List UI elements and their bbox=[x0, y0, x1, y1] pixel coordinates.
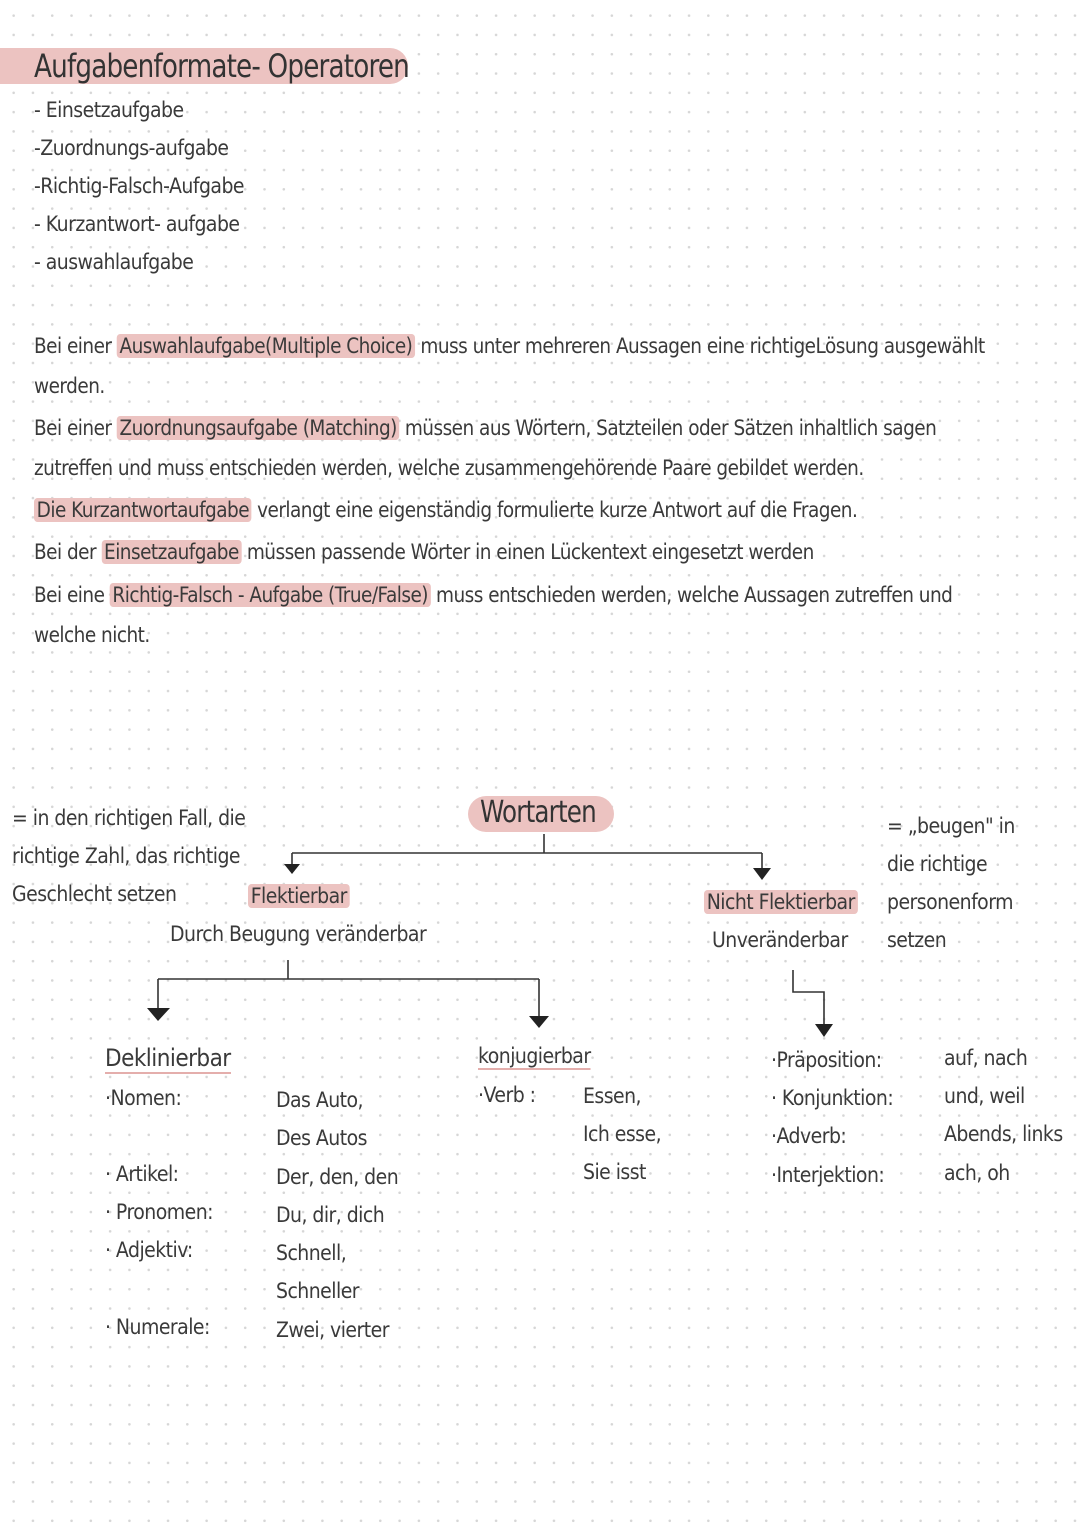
example-text: auf, nach bbox=[944, 1046, 1028, 1070]
right-note-line: setzen bbox=[887, 928, 947, 952]
term-verb: ·Verb : bbox=[478, 1083, 536, 1107]
term-highlight: Die Kurzantwortaufgabe bbox=[34, 498, 252, 522]
example-text: Du, dir, dich bbox=[276, 1203, 385, 1227]
explanation-true-false: Bei eine Richtig-Falsch - Aufgabe (True/False) muss entschieden werden, welche Aussagen zutreffen und welche nicht. bbox=[34, 583, 953, 647]
explanation-short-answer: Die Kurzantwortaufgabe verlangt eine eigenständig formulierte kurze Antwort auf die Fragen. bbox=[34, 490, 1044, 530]
right-note-line: personenform bbox=[887, 890, 1013, 914]
example-text: Das Auto, bbox=[276, 1088, 364, 1112]
example-text: Ich esse, bbox=[583, 1122, 662, 1146]
term-numerale: · Numerale: bbox=[105, 1315, 210, 1339]
arrow-icon bbox=[753, 868, 771, 880]
example-text: Essen, bbox=[583, 1084, 642, 1108]
right-note-line: = „beugen" in bbox=[887, 814, 1015, 838]
flektierbar-desc: Durch Beugung veränderbar bbox=[170, 922, 427, 946]
example-text: und, weil bbox=[944, 1084, 1025, 1108]
left-note-line: richtige Zahl, das richtige bbox=[12, 844, 240, 868]
term-highlight: Zuordnungsaufgabe (Matching) bbox=[117, 416, 400, 440]
example-text: Der, den, den bbox=[276, 1165, 399, 1189]
arrow-icon bbox=[147, 1008, 170, 1021]
example-text: Abends, links bbox=[944, 1122, 1063, 1146]
nicht-flektierbar-label: Nicht Flektierbar bbox=[704, 890, 858, 914]
arrow-icon bbox=[284, 864, 300, 874]
example-text: Zwei, vierter bbox=[276, 1318, 389, 1342]
example-text: Sie isst bbox=[583, 1160, 646, 1184]
arrow-icon bbox=[529, 1016, 549, 1028]
term-interjektion: ·Interjektion: bbox=[771, 1163, 885, 1187]
example-text: Des Autos bbox=[276, 1126, 367, 1150]
flektierbar-label: Flektierbar bbox=[248, 884, 350, 908]
arrow-icon bbox=[815, 1024, 833, 1037]
explanation-cloze: Bei der Einsetzaufgabe müssen passende Wörter in einen Lückentext eingesetzt werden bbox=[34, 540, 814, 564]
term-adverb: ·Adverb: bbox=[771, 1124, 847, 1148]
term-adjektiv: · Adjektiv: bbox=[105, 1238, 193, 1262]
nicht-flektierbar-desc: Unveränderbar bbox=[712, 928, 848, 952]
term-pronomen: · Pronomen: bbox=[105, 1200, 213, 1224]
term-praeposition: ·Präposition: bbox=[771, 1048, 882, 1072]
example-text: ach, oh bbox=[944, 1161, 1010, 1185]
term-nomen: ·Nomen: bbox=[105, 1086, 182, 1110]
left-note-line: = in den richtigen Fall, die bbox=[12, 806, 246, 830]
format-item: -Zuordnungs-aufgabe bbox=[34, 136, 229, 160]
format-item: - Kurzantwort- aufgabe bbox=[34, 212, 240, 236]
format-item: -Richtig-Falsch-Aufgabe bbox=[34, 174, 244, 198]
term-highlight: Auswahlaufgabe(Multiple Choice) bbox=[117, 334, 415, 358]
term-konjunktion: · Konjunktion: bbox=[771, 1086, 894, 1110]
right-note-line: die richtige bbox=[887, 852, 988, 876]
page-title: Aufgabenformate- Operatoren bbox=[34, 47, 409, 85]
left-note-line: Geschlecht setzen bbox=[12, 882, 177, 906]
term-highlight: Einsetzaufgabe bbox=[101, 540, 241, 564]
wortarten-title: Wortarten bbox=[480, 795, 596, 830]
konjugierbar-label: konjugierbar bbox=[478, 1044, 591, 1068]
deklinierbar-label: Deklinierbar bbox=[105, 1044, 231, 1072]
format-item: - auswahlaufgabe bbox=[34, 250, 194, 274]
term-artikel: · Artikel: bbox=[105, 1162, 179, 1186]
format-item: - Einsetzaufgabe bbox=[34, 98, 184, 122]
example-text: Schneller bbox=[276, 1279, 360, 1303]
example-text: Schnell, bbox=[276, 1241, 347, 1265]
term-highlight: Richtig-Falsch - Aufgabe (True/False) bbox=[110, 583, 431, 607]
explanation-matching: Bei einer Zuordnungsaufgabe (Matching) müssen aus Wörtern, Satzteilen oder Sätzen inhaltlich sagen zutreffen und muss entschieden werden, welche zusammengehörende Paare gebildet werden. bbox=[34, 416, 937, 480]
explanation-multiple-choice: Bei einer Auswahlaufgabe(Multiple Choice) muss unter mehreren Aussagen eine richtigeLösung ausgewählt werden. bbox=[34, 334, 985, 398]
